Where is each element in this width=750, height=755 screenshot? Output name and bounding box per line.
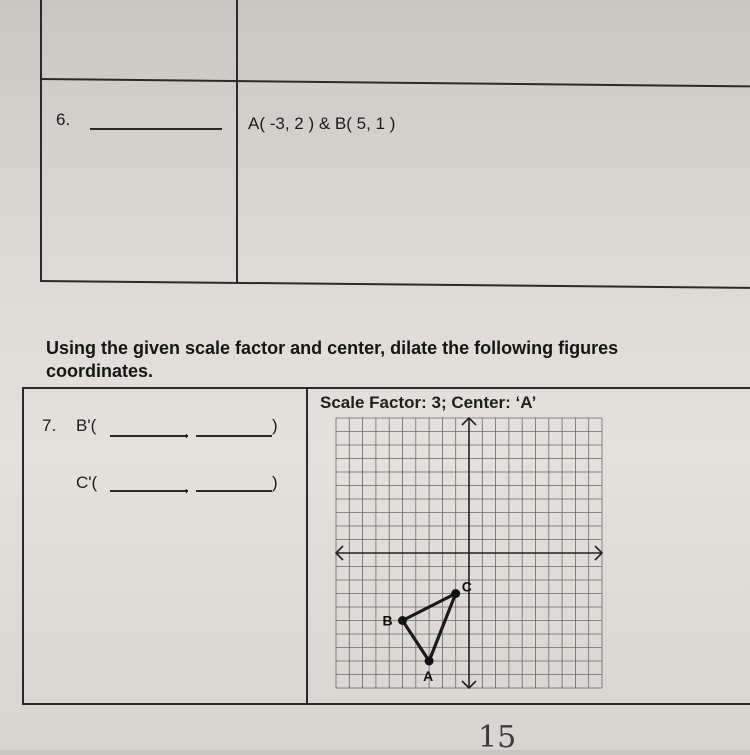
problem-6-answer-blank[interactable]: [90, 128, 222, 130]
c-prime-y-blank[interactable]: [196, 490, 272, 492]
point-label-b: B: [382, 612, 393, 629]
p7-top-border: [22, 387, 750, 389]
scale-factor-label: Scale Factor: 3; Center: ‘A’: [320, 393, 537, 412]
problem-7-number: 7.: [42, 416, 57, 435]
p7-divider: [306, 387, 308, 705]
p7-left-border: [22, 387, 24, 705]
p7-bottom-border: [22, 703, 750, 705]
coordinate-grid[interactable]: [334, 416, 606, 692]
problem-6-points: A( -3, 2 ) & B( 5, 1 ): [248, 114, 396, 133]
table-bottom-border: [40, 280, 750, 289]
c-prime-comma: ,: [184, 476, 189, 495]
table-left-border: [40, 0, 42, 281]
c-prime-x-blank[interactable]: [110, 490, 188, 492]
problem-6-number: 6.: [56, 110, 71, 129]
page-number: 15: [478, 720, 517, 755]
table-divider: [236, 0, 238, 283]
b-prime-close: ): [272, 416, 278, 435]
point-label-c: C: [461, 578, 472, 595]
point-label-a: A: [423, 668, 434, 684]
point-a: [425, 657, 434, 666]
point-b: [398, 616, 407, 625]
b-prime-x-blank[interactable]: [110, 435, 188, 437]
b-prime-y-blank[interactable]: [196, 435, 272, 437]
point-c: [451, 589, 460, 598]
instructions-line-2: coordinates.: [46, 361, 154, 381]
c-prime-label: C'(: [76, 473, 98, 492]
c-prime-close: ): [272, 473, 278, 492]
instructions-line-1: Using the given scale factor and center, dilate the following figures: [46, 338, 619, 358]
table-top-border: [40, 78, 750, 87]
b-prime-comma: ,: [184, 421, 189, 440]
b-prime-label: B'(: [76, 416, 97, 435]
